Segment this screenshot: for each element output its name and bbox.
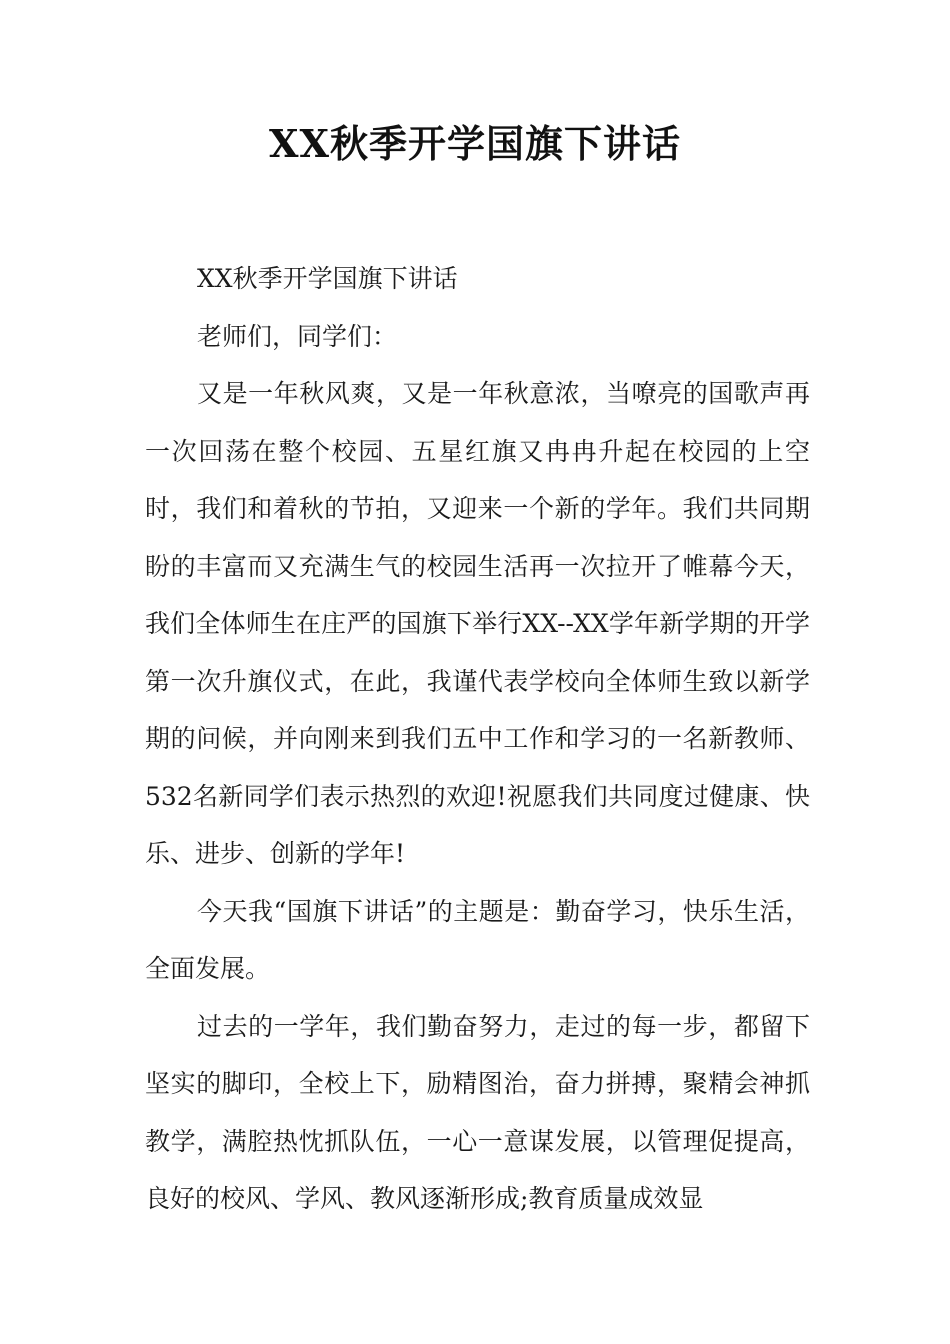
paragraph-opening: 又是一年秋风爽，又是一年秋意浓，当嘹亮的国歌声再一次回荡在整个校园、五星红旗又冉冉升起在校园的上空时，我们和着秋的节拍，又迎来一个新的学年。我们共同期盼的丰富而又充满生气的校园生活再一次拉开了帷幕今天，我们全体师生在庄严的国旗下举行XX--XX学年新学期的开学第一次升旗仪式，在此，我谨代表学校向全体师生致以新学期的问候，并向刚来到我们五中工作和学习的一名新教师、532名新同学们表示热烈的欢迎!祝愿我们共同度过健康、快乐、进步、创新的学年! [145,379,810,868]
paragraph-salutation: 老师们，同学们： [197,321,398,351]
document-title: XX秋季开学国旗下讲话 [269,121,681,166]
paragraph-review: 过去的一学年，我们勤奋努力，走过的每一步，都留下坚实的脚印，全校上下，励精图治，奋力拼搏，聚精会神抓教学，满腔热忱抓队伍，一心一意谋发展，以管理促提高，良好的校风、学风、教风逐渐形成;教育质量成效显 [145,1011,810,1213]
document-body [145,250,810,1228]
paragraph-theme: 今天我“国旗下讲话”的主题是：勤奋学习，快乐生活，全面发展。 [145,896,810,983]
paragraph-heading: XX秋季开学国旗下讲话 [197,264,458,293]
